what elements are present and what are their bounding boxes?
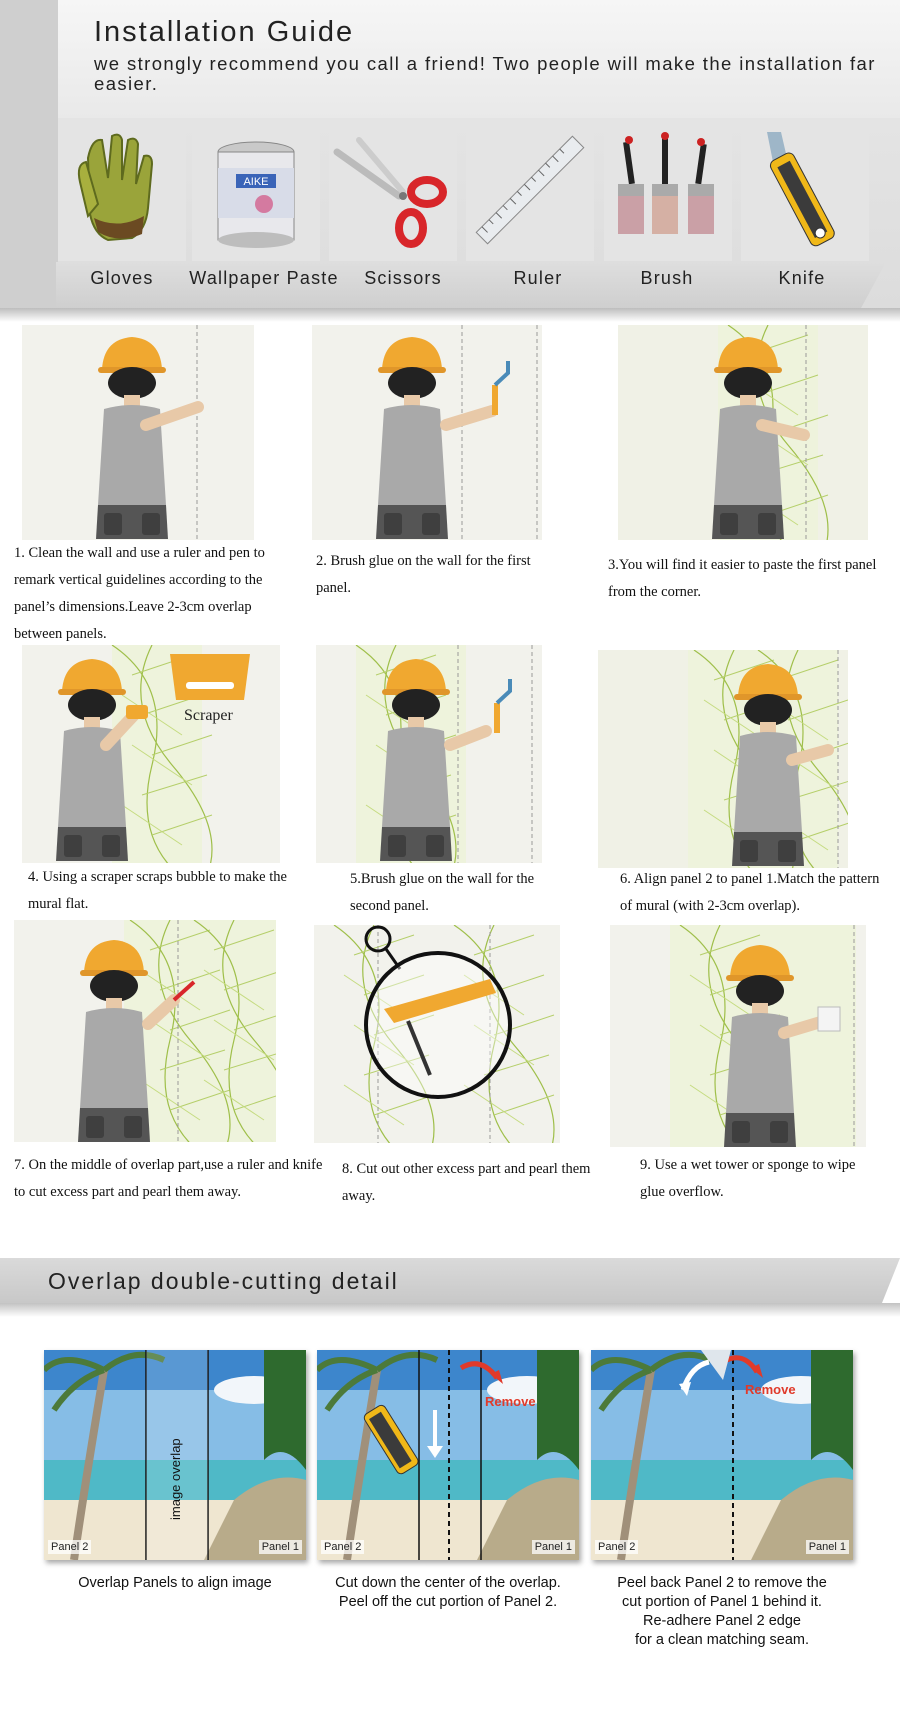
knife-icon	[741, 118, 869, 261]
image-overlap-label: image overlap	[168, 1438, 183, 1520]
overlap-step-3-image	[591, 1350, 853, 1560]
remove-label: Remove	[485, 1394, 536, 1409]
overlap-section-title: Overlap double-cutting detail	[48, 1268, 399, 1294]
page-subtitle: we strongly recommend you call a friend! Two people will make the installation far easier.	[94, 53, 876, 94]
panel-2-tag: Panel 2	[321, 1540, 364, 1554]
step-1-text: 1. Clean the wall and use a ruler and pen to remark vertical guidelines according to the panel’s dimensions.Leave 2-3cm overlap between panels.	[14, 545, 265, 642]
step-9-illustration	[610, 925, 866, 1147]
overlap-step-2-image	[317, 1350, 579, 1560]
step-8-text: 8. Cut out other excess part and pearl them away.	[342, 1161, 591, 1204]
overlap-section-shadow	[0, 1303, 900, 1317]
tool-label-ruler: Ruler	[513, 268, 563, 288]
ruler-icon	[466, 118, 594, 261]
step-7-text: 7. On the middle of overlap part,use a ruler and knife to cut excess part and pearl them away.	[14, 1157, 323, 1200]
paste-tub-icon	[192, 118, 320, 261]
step-2-illustration	[312, 325, 542, 540]
step-3-text: 3.You will find it easier to paste the first panel from the corner.	[608, 557, 877, 600]
scissors-icon	[329, 118, 457, 261]
scraper-label: Scraper	[184, 707, 233, 724]
overlap-caption-1: Overlap Panels to align image	[78, 1575, 272, 1591]
step-6-illustration	[598, 650, 848, 868]
page-title: Installation Guide	[94, 16, 355, 48]
brush-icon	[604, 118, 732, 261]
overlap-caption-2: Cut down the center of the overlap. Peel off the cut portion of Panel 2.	[335, 1575, 561, 1610]
remove-label: Remove	[745, 1382, 796, 1397]
panel-1-tag: Panel 1	[806, 1540, 849, 1554]
svg-text:AIKE: AIKE	[243, 176, 269, 188]
installation-header	[0, 0, 900, 325]
overlap-step-1-image	[44, 1350, 306, 1560]
step-1-illustration	[22, 325, 254, 540]
tool-label-paste: Wallpaper Paste	[189, 268, 339, 288]
panel-2-tag: Panel 2	[48, 1540, 91, 1554]
panel-1-tag: Panel 1	[532, 1540, 575, 1554]
panel-1-tag: Panel 1	[259, 1540, 302, 1554]
step-4-text: 4. Using a scraper scraps bubble to make the mural flat.	[28, 869, 287, 912]
step-5-illustration	[316, 645, 542, 863]
step-8-illustration	[314, 925, 560, 1143]
panel-2-tag: Panel 2	[595, 1540, 638, 1554]
scraper-icon	[164, 650, 256, 702]
tool-label-scissors: Scissors	[364, 268, 442, 288]
step-7-illustration	[14, 920, 276, 1142]
tool-label-gloves: Gloves	[90, 268, 154, 288]
header-shadow	[0, 308, 900, 322]
tool-label-knife: Knife	[778, 268, 826, 288]
step-2-text: 2. Brush glue on the wall for the first panel.	[316, 553, 531, 596]
step-5-text: 5.Brush glue on the wall for the second panel.	[350, 871, 535, 914]
tool-label-brush: Brush	[640, 268, 694, 288]
step-6-text: 6. Align panel 2 to panel 1.Match the pattern of mural (with 2-3cm overlap).	[620, 871, 880, 914]
step-3-illustration	[618, 325, 868, 540]
step-9-text: 9. Use a wet tower or sponge to wipe glue overflow.	[640, 1157, 856, 1200]
header-left-strip	[0, 0, 58, 312]
overlap-caption-3: Peel back Panel 2 to remove the cut portion of Panel 1 behind it. Re-adhere Panel 2 edge for a clean matching seam.	[617, 1575, 827, 1648]
gloves-icon	[58, 118, 186, 261]
